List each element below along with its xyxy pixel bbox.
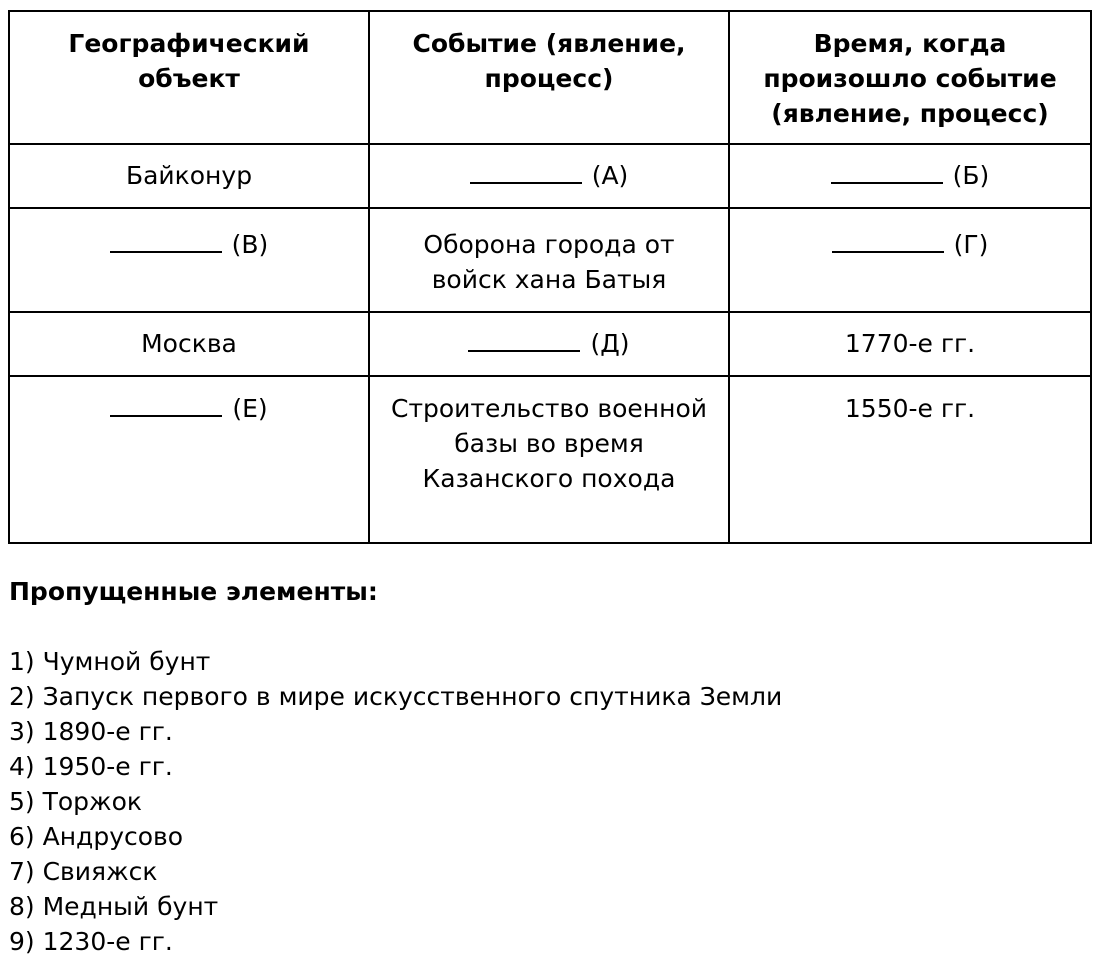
- table-row: [9, 312, 1091, 376]
- blank-label: (Г): [953, 230, 989, 259]
- blank-line: [110, 227, 222, 253]
- cell-time: [729, 376, 1091, 543]
- list-item: 3) 1890-е гг.: [9, 717, 173, 746]
- list-item: 9) 1230-е гг.: [9, 927, 173, 956]
- list-item: 1) Чумной бунт: [9, 647, 211, 676]
- table-row: [9, 144, 1091, 208]
- cell-object: [9, 144, 369, 208]
- cell-time-text: 1550-е гг.: [844, 394, 976, 423]
- blank-label: (Е): [232, 394, 268, 423]
- cell-event: [369, 208, 729, 312]
- list-item: 6) Андрусово: [9, 822, 184, 851]
- header-geo-object: Географический объект: [9, 11, 369, 144]
- blank-label: (Д): [590, 329, 630, 358]
- header-time: Время, когда произошло событие (явление, процесс): [729, 11, 1091, 144]
- blank-label: (Б): [952, 161, 990, 190]
- cell-event-text: Оборона города от войск хана Батыя: [423, 230, 675, 294]
- table-header-row: [9, 11, 1091, 144]
- cell-time: [729, 208, 1091, 312]
- cell-object: [9, 376, 369, 543]
- cell-object-text: Байконур: [125, 161, 253, 190]
- list-item: 7) Свияжск: [9, 857, 158, 886]
- list-item: 4) 1950-е гг.: [9, 752, 173, 781]
- cell-event: [369, 376, 729, 543]
- cell-event: [369, 144, 729, 208]
- cell-time: [729, 144, 1091, 208]
- blank-label: (В): [231, 230, 269, 259]
- list-item: 5) Торжок: [9, 787, 142, 816]
- blank-line: [832, 227, 944, 253]
- cell-object: [9, 312, 369, 376]
- blank-line: [831, 158, 943, 184]
- cell-object-text: Москва: [141, 329, 237, 358]
- table-row: [9, 208, 1091, 312]
- blank-label: (А): [591, 161, 629, 190]
- header-event: Событие (явление, процесс): [369, 11, 729, 144]
- cell-object: [9, 208, 369, 312]
- history-table: [8, 10, 1092, 544]
- cell-event-text: Строительство военной базы во время Казанского похода: [390, 394, 707, 493]
- table-row: [9, 376, 1091, 543]
- cell-event: [369, 312, 729, 376]
- cell-time-text: 1770-е гг.: [844, 329, 976, 358]
- blank-line: [110, 391, 222, 417]
- list-item: 8) Медный бунт: [9, 892, 219, 921]
- blank-line: [468, 326, 580, 352]
- blank-line: [470, 158, 582, 184]
- list-item: 2) Запуск первого в мире искусственного спутника Земли: [9, 682, 783, 711]
- missing-elements-list: [9, 644, 782, 959]
- cell-time: [729, 312, 1091, 376]
- missing-elements-title: Пропущенные элементы:: [9, 577, 378, 606]
